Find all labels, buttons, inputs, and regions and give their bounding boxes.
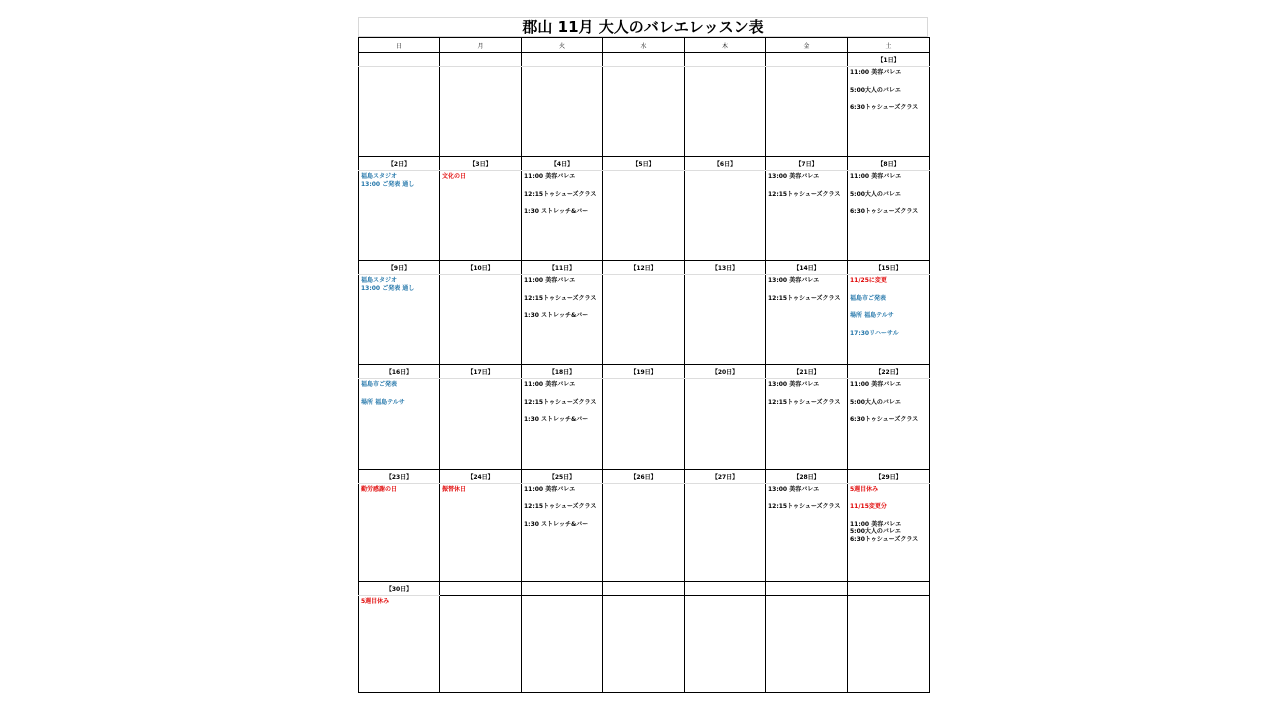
day-cell	[848, 483, 930, 581]
day-cell	[522, 595, 603, 692]
day-cell	[848, 275, 930, 365]
calendar-table	[358, 37, 930, 693]
schedule-entry: 11:00 美容バレエ	[850, 381, 902, 389]
schedule-entry: 5:00大人のバレエ	[850, 398, 901, 406]
day-cell	[685, 483, 766, 581]
day-cell	[522, 379, 603, 469]
day-date-label: 【24日】	[440, 469, 522, 483]
empty-date-cell	[522, 581, 603, 595]
schedule-entry: 17:30リハーサル	[850, 329, 899, 337]
schedule-entry: 6:30トゥシューズクラス	[850, 535, 919, 543]
day-cell	[685, 67, 766, 157]
schedule-entry: 1:30 ストレッチ&バー	[524, 208, 589, 216]
week-date-row	[359, 365, 930, 379]
schedule-entry: 1:30 ストレッチ&バー	[524, 312, 589, 320]
schedule-entry: 13:00 美容バレエ	[768, 381, 820, 389]
day-cell	[603, 379, 685, 469]
day-cell	[359, 483, 440, 581]
schedule-entry: 6:30トゥシューズクラス	[850, 208, 919, 216]
day-cell	[522, 171, 603, 261]
weekday-header: 月	[440, 38, 522, 53]
schedule-entry: 6:30トゥシューズクラス	[850, 104, 919, 112]
day-date-label: 【22日】	[848, 365, 930, 379]
schedule-entry: 12:15トゥシューズクラス	[768, 398, 841, 406]
empty-date-cell	[359, 53, 440, 67]
day-cell	[359, 171, 440, 261]
day-date-label: 【18日】	[522, 365, 603, 379]
schedule-entry: 5:00大人のバレエ	[850, 528, 901, 536]
day-cell	[440, 595, 522, 692]
schedule-entry: 1:30 ストレッチ&バー	[524, 520, 589, 528]
week-date-row	[359, 261, 930, 275]
day-cell	[359, 379, 440, 469]
week-date-row	[359, 157, 930, 171]
schedule-entry: 5週目休み	[850, 485, 879, 493]
day-cell	[359, 67, 440, 157]
schedule-entry: 13:00 美容バレエ	[768, 485, 820, 493]
schedule-entry: 6:30トゥシューズクラス	[850, 416, 919, 424]
week-events-row	[359, 595, 930, 692]
day-date-label: 【3日】	[440, 157, 522, 171]
day-date-label: 【4日】	[522, 157, 603, 171]
day-date-label: 【12日】	[603, 261, 685, 275]
day-date-label: 【28日】	[766, 469, 848, 483]
weekday-header: 土	[848, 38, 930, 53]
title-bar	[358, 17, 928, 37]
schedule-entry: 12:15トゥシューズクラス	[524, 190, 597, 198]
week-events-row	[359, 379, 930, 469]
schedule-entry: 振替休日	[442, 485, 467, 493]
day-date-label: 【16日】	[359, 365, 440, 379]
schedule-entry: 11:00 美容バレエ	[524, 381, 576, 389]
day-cell	[440, 275, 522, 365]
day-date-label: 【20日】	[685, 365, 766, 379]
day-cell	[848, 379, 930, 469]
schedule-entry: 福島スタジオ	[361, 173, 398, 181]
day-date-label: 【26日】	[603, 469, 685, 483]
calendar-body	[359, 53, 930, 693]
day-cell	[848, 67, 930, 157]
schedule-entry: 5:00大人のバレエ	[850, 190, 901, 198]
empty-date-cell	[848, 581, 930, 595]
day-date-label: 【30日】	[359, 581, 440, 595]
day-cell	[603, 275, 685, 365]
weekday-header: 火	[522, 38, 603, 53]
schedule-entry: 12:15トゥシューズクラス	[524, 294, 597, 302]
day-date-label: 【7日】	[766, 157, 848, 171]
empty-date-cell	[522, 53, 603, 67]
day-cell	[522, 483, 603, 581]
schedule-entry: 12:15トゥシューズクラス	[768, 190, 841, 198]
schedule-entry: 福島市ご発表	[361, 381, 398, 389]
day-cell	[766, 171, 848, 261]
schedule-entry: 5週目休み	[361, 597, 390, 605]
day-date-label: 【23日】	[359, 469, 440, 483]
day-cell	[603, 595, 685, 692]
schedule-entry: 13:00 美容バレエ	[768, 277, 820, 285]
schedule-entry: 13:00 ご発表 通し	[361, 180, 415, 188]
day-date-label: 【27日】	[685, 469, 766, 483]
day-date-label: 【14日】	[766, 261, 848, 275]
empty-date-cell	[685, 53, 766, 67]
weekday-header-row	[359, 38, 930, 53]
weekday-header: 金	[766, 38, 848, 53]
day-date-label: 【17日】	[440, 365, 522, 379]
weekday-header: 日	[359, 38, 440, 53]
empty-date-cell	[603, 53, 685, 67]
schedule-entry: 福島市ご発表	[850, 294, 887, 302]
day-date-label: 【6日】	[685, 157, 766, 171]
day-date-label: 【11日】	[522, 261, 603, 275]
schedule-entry: 12:15トゥシューズクラス	[768, 503, 841, 511]
day-cell	[440, 379, 522, 469]
empty-date-cell	[766, 581, 848, 595]
day-cell	[359, 595, 440, 692]
day-cell	[848, 595, 930, 692]
day-cell	[685, 171, 766, 261]
schedule-entry: 場所 福島テルサ	[850, 312, 894, 320]
schedule-entry: 12:15トゥシューズクラス	[524, 398, 597, 406]
empty-date-cell	[440, 581, 522, 595]
day-cell	[603, 483, 685, 581]
schedule-entry: 12:15トゥシューズクラス	[768, 294, 841, 302]
weekday-header: 水	[603, 38, 685, 53]
week-date-row	[359, 469, 930, 483]
weekday-header: 木	[685, 38, 766, 53]
empty-date-cell	[440, 53, 522, 67]
schedule-entry: 福島スタジオ	[361, 277, 398, 285]
day-date-label: 【10日】	[440, 261, 522, 275]
day-cell	[685, 379, 766, 469]
schedule-entry: 11/15変更分	[850, 503, 887, 511]
week-events-row	[359, 275, 930, 365]
day-cell	[766, 275, 848, 365]
day-cell	[685, 595, 766, 692]
day-date-label: 【29日】	[848, 469, 930, 483]
day-date-label: 【5日】	[603, 157, 685, 171]
schedule-entry: 13:00 ご発表 通し	[361, 284, 415, 292]
week-events-row	[359, 67, 930, 157]
schedule-entry: 1:30 ストレッチ&バー	[524, 416, 589, 424]
day-date-label: 【9日】	[359, 261, 440, 275]
empty-date-cell	[603, 581, 685, 595]
schedule-entry: 11/25に変更	[850, 277, 887, 285]
day-cell	[440, 67, 522, 157]
schedule-entry: 5:00大人のバレエ	[850, 86, 901, 94]
day-cell	[522, 275, 603, 365]
day-date-label: 【25日】	[522, 469, 603, 483]
schedule-entry: 11:00 美容バレエ	[524, 173, 576, 181]
day-cell	[359, 275, 440, 365]
day-date-label: 【1日】	[848, 53, 930, 67]
schedule-entry: 13:00 美容バレエ	[768, 173, 820, 181]
day-cell	[766, 595, 848, 692]
schedule-entry: 11:00 美容バレエ	[524, 277, 576, 285]
schedule-entry: 場所 福島テルサ	[361, 398, 405, 406]
day-cell	[766, 379, 848, 469]
day-cell	[766, 67, 848, 157]
schedule-entry: 11:00 美容バレエ	[524, 485, 576, 493]
schedule-entry: 勤労感謝の日	[361, 485, 398, 493]
day-cell	[440, 171, 522, 261]
day-date-label: 【13日】	[685, 261, 766, 275]
schedule-entry: 11:00 美容バレエ	[850, 69, 902, 77]
day-cell	[603, 67, 685, 157]
schedule-entry: 文化の日	[442, 173, 467, 181]
page-title: 郡山 11月 大人のバレエレッスン表	[522, 18, 764, 36]
schedule-entry: 11:00 美容バレエ	[850, 173, 902, 181]
empty-date-cell	[685, 581, 766, 595]
day-cell	[603, 171, 685, 261]
day-cell	[848, 171, 930, 261]
day-cell	[685, 275, 766, 365]
day-date-label: 【2日】	[359, 157, 440, 171]
empty-date-cell	[766, 53, 848, 67]
day-cell	[440, 483, 522, 581]
day-cell	[522, 67, 603, 157]
day-cell	[766, 483, 848, 581]
lesson-schedule-sheet	[358, 17, 928, 692]
day-date-label: 【15日】	[848, 261, 930, 275]
week-events-row	[359, 483, 930, 581]
week-events-row	[359, 171, 930, 261]
day-date-label: 【21日】	[766, 365, 848, 379]
schedule-entry: 11:00 美容バレエ	[850, 520, 902, 528]
week-date-row	[359, 53, 930, 67]
day-date-label: 【8日】	[848, 157, 930, 171]
schedule-entry: 12:15トゥシューズクラス	[524, 503, 597, 511]
day-date-label: 【19日】	[603, 365, 685, 379]
week-date-row	[359, 581, 930, 595]
